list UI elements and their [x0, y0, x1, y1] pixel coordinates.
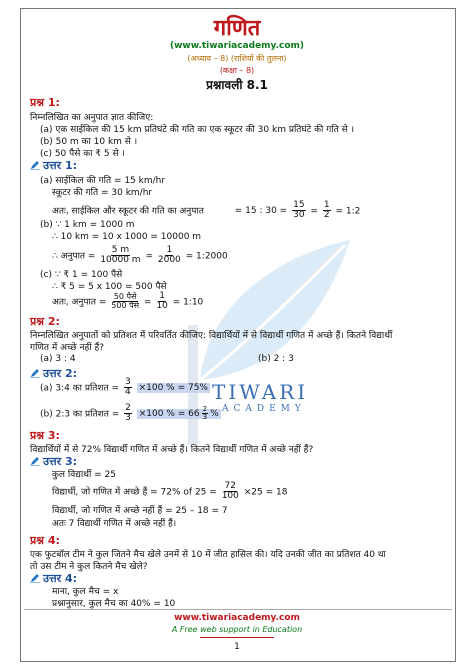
- question-1-text: निम्नलिखित का अनुपात ज्ञात कीजिए:: [30, 113, 154, 123]
- answer-1-a-eq: = 15 : 30 =: [234, 206, 288, 217]
- header-website: (www.tiwariacademy.com): [169, 41, 305, 51]
- answer-2-label-text: उत्तर 2:: [43, 367, 78, 380]
- answer-1-a-result: = 1:2: [335, 206, 361, 217]
- page-number: 1: [234, 642, 240, 652]
- footer-website: www.tiwariacademy.com: [174, 613, 300, 623]
- question-3-label: प्रश्न 3:: [30, 429, 60, 442]
- answer-2-b-result: ×100 % = 66 $\frac{2}{3}$ %: [138, 405, 219, 422]
- answer-3-line3: विद्यार्थी, जो गणित में अच्छे नहीं हैं = 25 – 18 = 7: [52, 506, 228, 516]
- answer-2-a-result: ×100 % = 75%: [138, 383, 208, 394]
- page-number-rule: [200, 637, 274, 638]
- chapter-label: (अध्याय – 8) (राशियों की तुलना): [187, 54, 287, 63]
- fraction: $\frac{\text{50 पैसे}}{\text{500 पैसे}}$: [111, 292, 140, 311]
- answer-1-b-line2: ∴ 10 km = 10 x 1000 = 10000 m: [52, 232, 202, 242]
- question-4-text-line1: एक फुटबॉल टीम ने कुल जितने मैच खेले उनमें से 10 में जीत हासिल की। यदि उनकी जीत का प्रतिशत 40 था: [30, 550, 386, 560]
- answer-1-label-text: उत्तर 1:: [43, 159, 78, 172]
- question-4-label: प्रश्न 4:: [30, 534, 60, 547]
- pencil-icon: [30, 457, 40, 466]
- exercise-heading: प्रश्नावली 8.1: [206, 78, 268, 92]
- answer-3-line2: विद्यार्थी, जो गणित में अच्छे हैं = 72% of 25 = $\frac{72}{100}$ ×25 = 18: [52, 481, 288, 502]
- class-label: (कक्षा – 8): [219, 66, 255, 75]
- watermark-sub: ACADEMY: [222, 404, 306, 414]
- answer-1-c-line3: अतः, अनुपात = $\frac{\text{50 पैसे}}{\text{500 पैसे}}$ = $\frac{1}{10}$ = 1:10: [52, 291, 204, 312]
- answer-1-label: [30, 158, 77, 173]
- fraction: $\frac{72}{100}$: [221, 481, 239, 502]
- question-2-part-a: (a) 3 : 4: [40, 354, 76, 364]
- answer-1-c-line1: (c) ∵ ₹ 1 = 100 पैसे: [40, 270, 123, 280]
- question-2-label: प्रश्न 2:: [30, 315, 60, 328]
- question-3-text: विद्यार्थियों में से 72% विद्यार्थी गणित में अच्छे हैं। कितने विद्यार्थी गणित में अच्छे नहीं हैं?: [30, 445, 314, 455]
- answer-1-a-line2: स्कूटर की गति = 30 km/hr: [52, 188, 153, 198]
- question-1-part-b: (b) 50 m का 10 km से ।: [40, 137, 138, 147]
- watermark-brand: TIWARI: [212, 380, 309, 404]
- footer-divider: [24, 609, 452, 610]
- question-4-text-line2: तो उस टीम ने कुल कितने मैच खेले?: [30, 562, 148, 572]
- footer-tagline: A Free web support in Education: [171, 625, 303, 634]
- answer-4-label-text: उत्तर 4:: [43, 572, 78, 585]
- answer-1-b-line3: ∴ अनुपात = $\frac{5 m}{10000 m}$ = $\frac{1}{2000}$ = 1:2000: [52, 245, 228, 266]
- answer-4-line1: माना, कुल मैच = x: [52, 587, 119, 597]
- pencil-icon: [30, 369, 40, 378]
- fraction: $\frac{5 m}{10000 m}$: [100, 245, 141, 266]
- answer-1-a-line1: (a) साईकिल की गति = 15 km/hr: [40, 176, 166, 186]
- answer-1-b-line1: (b) ∵ 1 km = 1000 m: [40, 220, 135, 230]
- question-1-part-a: (a) एक साईकिल की 15 km प्रतिघंटे की गति का एक स्कूटर की 30 km प्रतिघंटे की गति से ।: [40, 125, 354, 135]
- question-2-text-line2: गणित में अच्छे नहीं हैं?: [30, 343, 105, 353]
- fraction: $\frac{2}{3}$: [125, 403, 131, 424]
- question-1-part-c: (c) 50 पैसे का ₹ 5 से ।: [40, 149, 125, 159]
- fraction: $\frac{3}{4}$: [124, 377, 131, 398]
- fraction: $\frac{15}{30}$: [293, 200, 305, 221]
- answer-3-line1: कुल विद्यार्थी = 25: [52, 470, 117, 480]
- answer-1-c-line2: ∴ ₹ 5 = 5 x 100 = 500 पैसे: [52, 282, 167, 292]
- pencil-icon: [30, 161, 40, 170]
- page-title: गणित: [213, 16, 261, 41]
- answer-1-a-line3: अतः, साईकिल और स्कूटर की गति का अनुपात = 15 : 30 = $\frac{15}{30}$ = $\frac{1}{2}$ = 1:2: [52, 200, 361, 221]
- question-2-part-b: (b) 2 : 3: [258, 354, 294, 364]
- answer-3-line4: अतः 7 विद्यार्थी गणित में अच्छे नहीं हैं।: [52, 519, 177, 529]
- answer-2-line-a: (a) 3:4 का प्रतिशत = $\frac{3}{4}$ ×100 % = 75%: [40, 377, 208, 398]
- answer-2-line-b: (b) 2:3 का प्रतिशत = $\frac{2}{3}$ ×100 % = 66 $\frac{2}{3}$ %: [40, 403, 219, 424]
- answer-4-line2: प्रश्नानुसार, कुल मैच का 40% = 10: [52, 599, 176, 609]
- answer-3-label-text: उत्तर 3:: [43, 455, 78, 468]
- question-2-text-line1: निम्नलिखित अनुपातों को प्रतिशत में परिवर्तित कीजिए: विद्यार्थियों में से विद्यार्थी गणित में अच्छे हैं। कितने विद्यार्थी: [30, 331, 393, 341]
- answer-1-a-text: अतः, साईकिल और स्कूटर की गति का अनुपात: [52, 206, 204, 217]
- question-1-label: प्रश्न 1:: [30, 96, 60, 109]
- pencil-icon: [30, 574, 40, 583]
- fraction: $\frac{1}{2}$: [323, 200, 330, 221]
- fraction: $\frac{1}{10}$: [156, 291, 168, 312]
- fraction: $\frac{1}{2000}$: [157, 245, 181, 266]
